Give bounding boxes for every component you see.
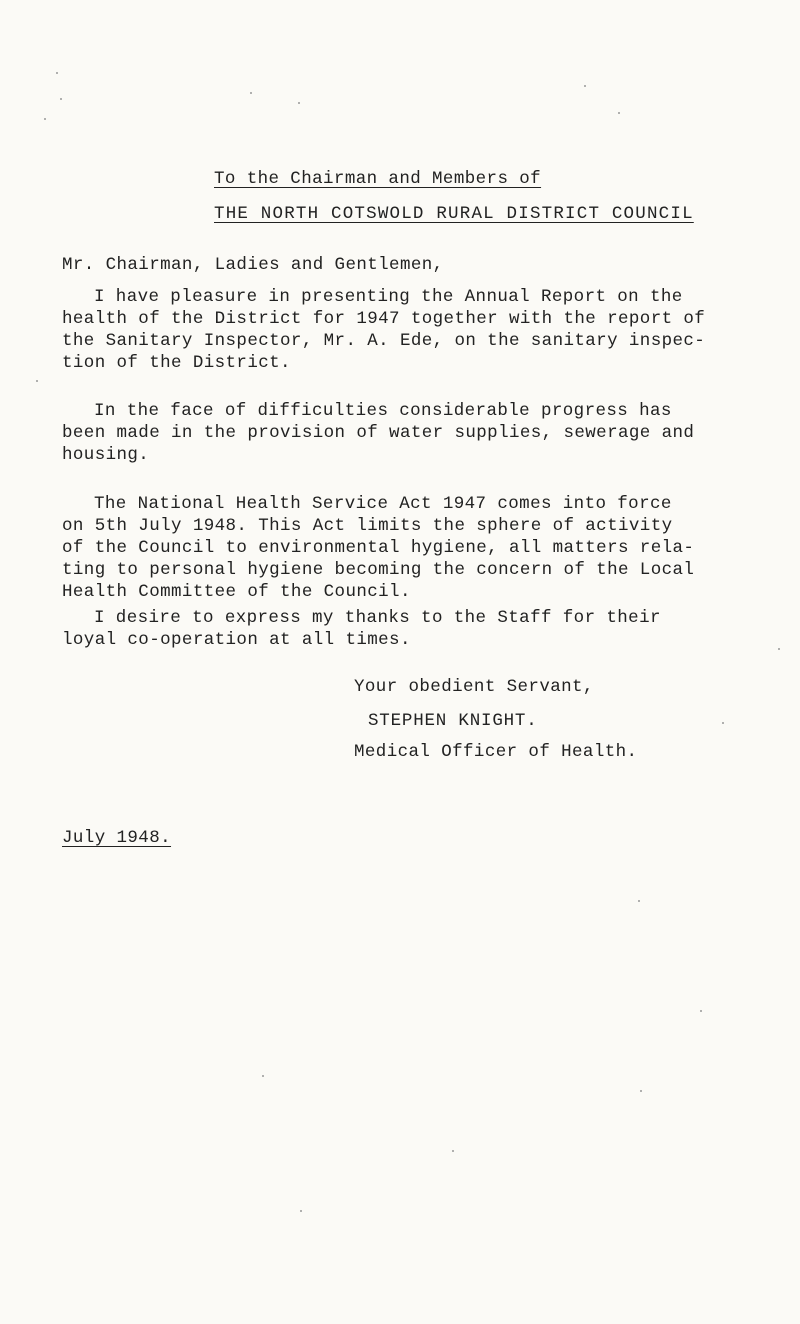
paragraph-line: health of the District for 1947 together with the report of [62, 309, 706, 329]
heading-council: THE NORTH COTSWOLD RURAL DISTRICT COUNCIL [214, 204, 694, 224]
paragraph-line: tion of the District. [62, 353, 291, 373]
paragraph-health-service-act [62, 493, 762, 603]
paragraph-line: been made in the provision of water supplies, sewerage and [62, 423, 695, 443]
paragraph-progress [62, 400, 762, 466]
paragraph-line: loyal co-operation at all times. [62, 630, 411, 650]
paragraph-line: ting to personal hygiene becoming the concern of the Local [62, 560, 695, 580]
letter-date: July 1948. [62, 828, 172, 848]
paragraph-line: on 5th July 1948. This Act limits the sphere of activity [62, 516, 673, 536]
paragraph-line: of the Council to environmental hygiene, all matters rela- [62, 538, 695, 558]
heading-addressee: To the Chairman and Members of [214, 169, 542, 189]
paragraph-line: In the face of difficulties considerable progress has [94, 401, 672, 421]
salutation: Mr. Chairman, Ladies and Gentlemen, [62, 255, 444, 275]
paragraph-line: the Sanitary Inspector, Mr. A. Ede, on the sanitary inspec- [62, 331, 706, 351]
signer-title: Medical Officer of Health. [354, 742, 638, 762]
paragraph-thanks [62, 607, 762, 651]
paragraph-line: The National Health Service Act 1947 comes into force [94, 494, 672, 514]
paragraph-line: Health Committee of the Council. [62, 582, 411, 602]
signer-name: STEPHEN KNIGHT. [368, 711, 538, 731]
closing: Your obedient Servant, [354, 677, 594, 697]
paragraph-line: housing. [62, 445, 150, 465]
paragraph-line: I desire to express my thanks to the Staff for their [94, 608, 661, 628]
paragraph-annual-report [62, 286, 762, 374]
paragraph-line: I have pleasure in presenting the Annual Report on the [94, 287, 683, 307]
